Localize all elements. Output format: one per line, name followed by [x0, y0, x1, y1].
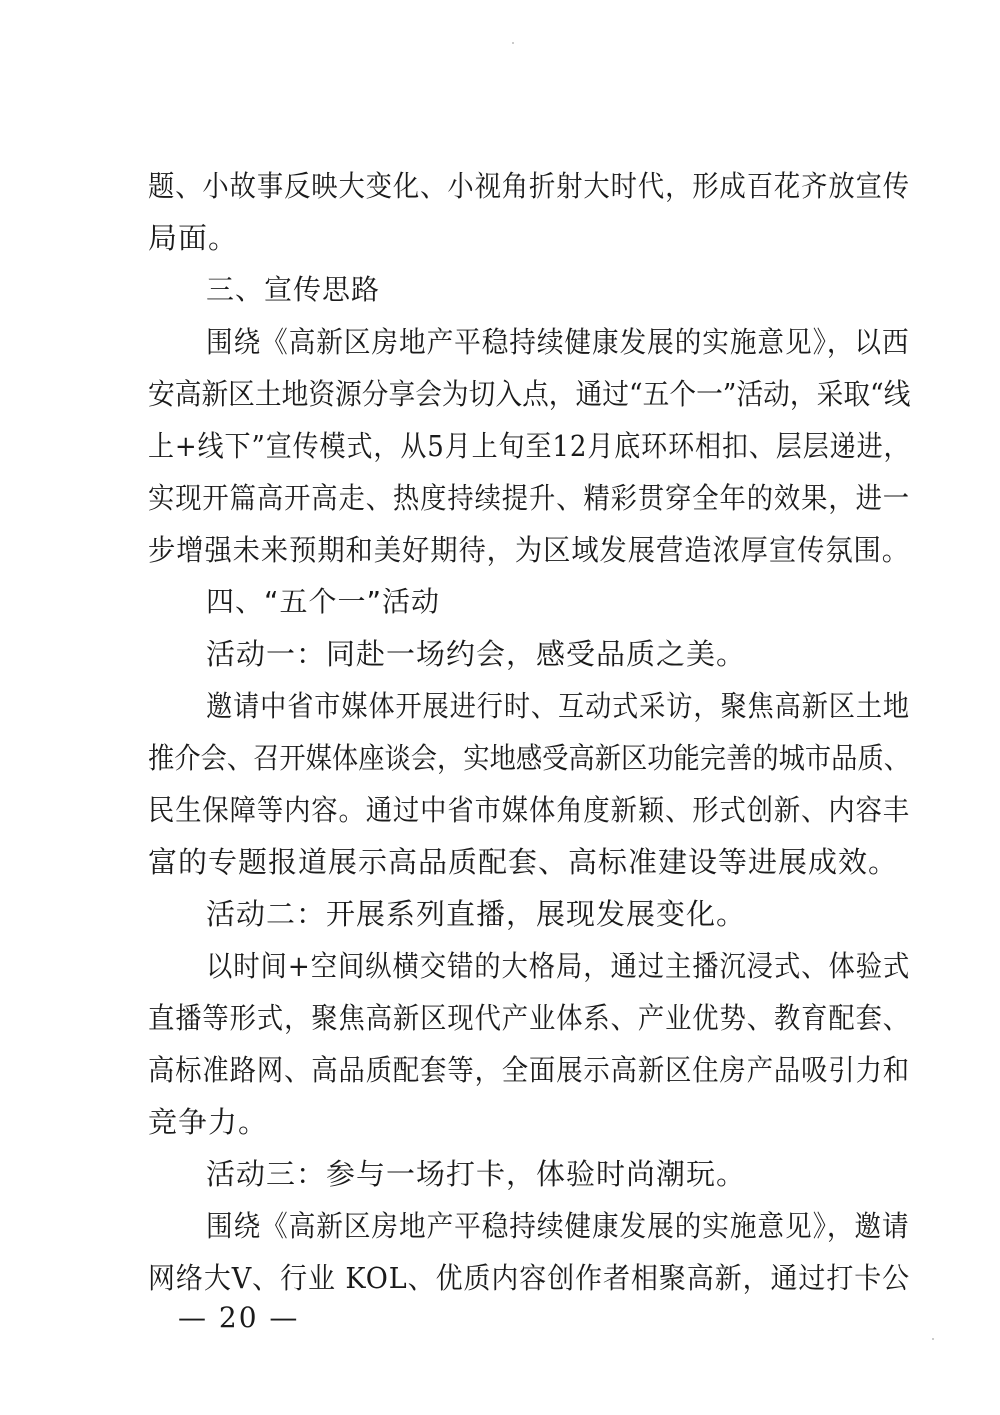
body-line: 以时间+空间纵横交错的大格局，通过主播沉浸式、体验式 — [206, 949, 911, 983]
page-number: — 20 — — [178, 1301, 300, 1334]
body-line: 上+线下”宣传模式，从5月上旬至12月底环环相扣、层层递进， — [148, 429, 911, 463]
scan-speck — [932, 1338, 934, 1340]
body-line: 网络大V、行业 KOL、优质内容创作者相聚高新，通过打卡公 — [148, 1261, 911, 1295]
body-line: 推介会、召开媒体座谈会，实地感受高新区功能完善的城市品质、 — [148, 741, 911, 775]
body-line: 直播等形式，聚焦高新区现代产业体系、产业优势、教育配套、 — [148, 1001, 911, 1035]
section-heading: 三、宣传思路 — [206, 273, 381, 306]
activity-title: 活动一：同赴一场约会，感受品质之美。 — [206, 637, 747, 671]
section-heading: 四、“五个一”活动 — [206, 585, 441, 618]
body-line: 围绕《高新区房地产平稳持续健康发展的实施意见》，以西 — [206, 325, 910, 359]
body-line: 民生保障等内容。通过中省市媒体角度新颖、形式创新、内容丰 — [148, 793, 911, 827]
body-line: 竞争力。 — [148, 1105, 269, 1139]
body-line: 安高新区土地资源分享会为切入点，通过“五个一”活动，采取“线 — [148, 377, 911, 411]
body-line: 富的专题报道展示高品质配套、高标准建设等进展成效。 — [148, 845, 899, 879]
activity-title: 活动二：开展系列直播，展现发展变化。 — [206, 897, 747, 931]
body-line: 高标准路网、高品质配套等，全面展示高新区住房产品吸引力和 — [148, 1053, 911, 1087]
activity-title: 活动三：参与一场打卡，体验时尚潮玩。 — [206, 1157, 747, 1191]
body-line: 题、小故事反映大变化、小视角折射大时代，形成百花齐放宣传 — [148, 169, 911, 203]
body-line: 实现开篇高开高走、热度持续提升、精彩贯穿全年的效果，进一 — [148, 481, 911, 515]
scan-speck — [512, 42, 514, 44]
body-line: 步增强未来预期和美好期待，为区域发展营造浓厚宣传氛围。 — [148, 533, 911, 567]
body-line: 围绕《高新区房地产平稳持续健康发展的实施意见》，邀请 — [206, 1209, 910, 1243]
body-line: 局面。 — [148, 221, 239, 255]
body-line: 邀请中省市媒体开展进行时、互动式采访，聚焦高新区土地 — [206, 689, 911, 723]
